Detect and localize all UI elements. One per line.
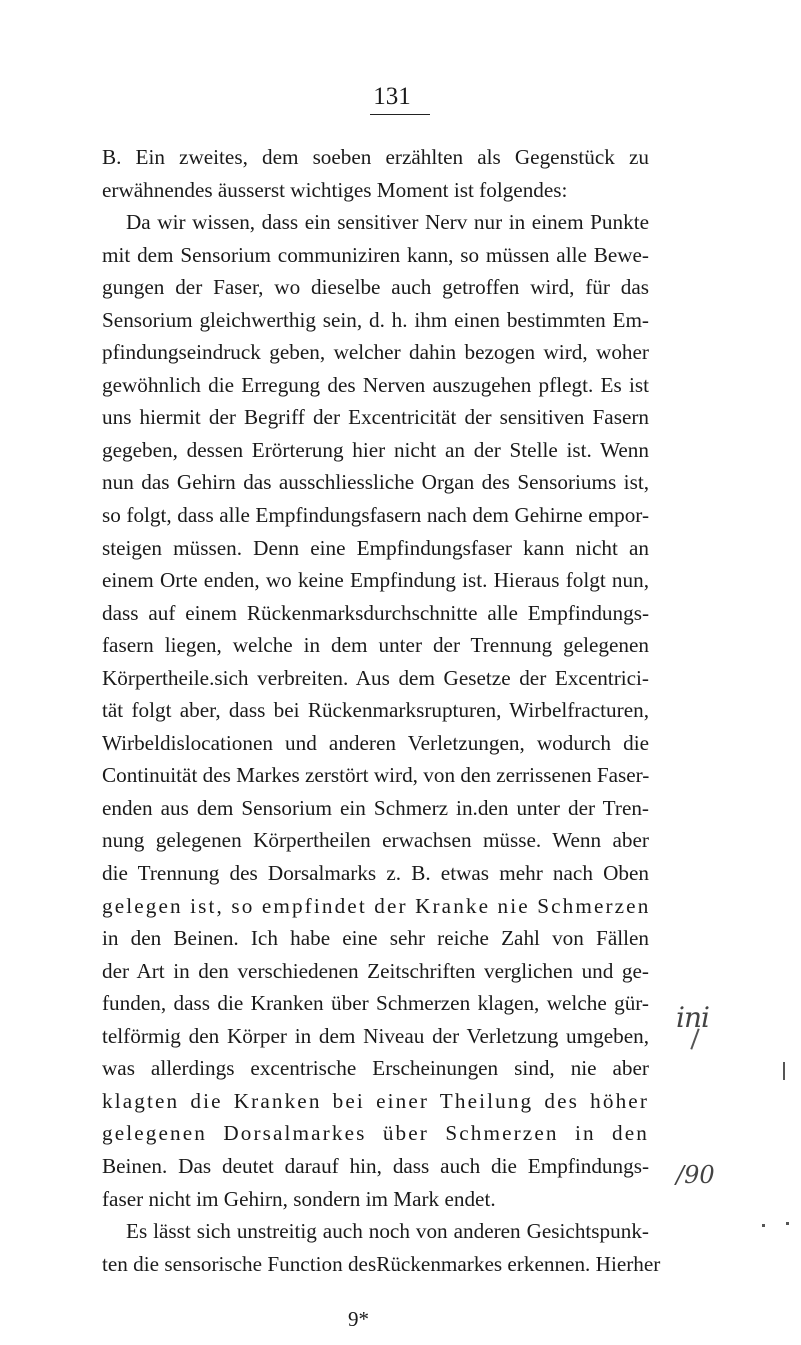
signature-mark: 9* [348, 1307, 369, 1331]
text-line: Wirbeldislocationen und anderen Verletzungen, wodurch die [102, 730, 649, 755]
text-line: nung gelegenen Körpertheilen erwachsen müsse. Wenn aber [102, 828, 649, 853]
text-line: fasern liegen, welche in dem unter der Trennung gelegenen [102, 633, 649, 658]
text-line: funden, dass die Kranken über Schmerzen klagen, welche gür- [102, 991, 649, 1016]
text-line: erwähnendes äusserst wichtiges Moment ist folgendes: [102, 177, 568, 202]
text-line: in den Beinen. Ich habe eine sehr reiche Zahl von Fällen [102, 926, 649, 951]
text-line: telförmig den Körper in dem Niveau der Verletzung umgeben, [102, 1023, 649, 1048]
text-line: die Trennung des Dorsalmarks z. B. etwas mehr nach Oben [102, 861, 649, 886]
margin-dot [786, 1222, 789, 1225]
margin-note: ini [676, 1001, 709, 1034]
text-line: dass auf einem Rückenmarksdurchschnitte alle Empfindungs- [102, 600, 649, 625]
margin-dot [762, 1224, 765, 1227]
body-text [102, 141, 661, 1280]
text-line: ten die sensorische Function desRückenmarkes erkennen. Hierher [102, 1251, 661, 1276]
text-line: Es lässt sich unstreitig auch noch von anderen Gesichtspunk- [126, 1219, 649, 1244]
text-line: gungen der Faser, wo dieselbe auch getroffen wird, für das [102, 275, 649, 300]
text-line: einem Orte enden, wo keine Empfindung ist. Hieraus folgt nun, [102, 568, 649, 593]
margin-note: /90 [676, 1161, 715, 1189]
text-line: Continuität des Markes zerstört wird, von den zerrissenen Faser- [102, 763, 650, 788]
text-line: so folgt, dass alle Empfindungsfasern nach dem Gehirne empor- [102, 503, 649, 528]
text-line: nun das Gehirn das ausschliessliche Organ des Sensoriums ist, [102, 470, 649, 495]
text-line: tät folgt aber, dass bei Rückenmarksrupturen, Wirbelfracturen, [102, 698, 649, 723]
text-line: enden aus dem Sensorium ein Schmerz in.den unter der Tren- [102, 795, 649, 820]
text-line: der Art in den verschiedenen Zeitschriften verglichen und ge- [102, 958, 649, 983]
text-line: Körpertheile.sich verbreiten. Aus dem Gesetze der Excentrici- [102, 665, 649, 690]
text-line: pfindungseindruck geben, welcher dahin bezogen wird, woher [102, 340, 649, 365]
text-line: Sensorium gleichwerthig sein, d. h. ihm einen bestimmten Em- [102, 307, 649, 332]
text-line: gegeben, dessen Erörterung hier nicht an der Stelle ist. Wenn [102, 437, 649, 462]
page-number: 131 [373, 83, 411, 110]
text-line: mit dem Sensorium communiziren kann, so müssen alle Bewe- [102, 242, 649, 267]
text-line: Da wir wissen, dass ein sensitiver Nerv nur in einem Punkte [126, 210, 649, 235]
text-line: gelegen ist, so empfindet der Kranke nie Schmerzen [102, 893, 651, 918]
text-line: gelegenen Dorsalmarkes über Schmerzen in den [102, 1121, 649, 1146]
margin-stroke [783, 1062, 785, 1080]
text-line: faser nicht im Gehirn, sondern im Mark endet. [102, 1186, 496, 1211]
text-line: uns hiermit der Begriff der Excentricität der sensitiven Fasern [102, 405, 649, 430]
page-number-rule [370, 114, 430, 115]
text-line: B. Ein zweites, dem soeben erzählten als Gegenstück zu [102, 145, 649, 169]
text-line: klagten die Kranken bei einer Theilung des höher [102, 1088, 649, 1113]
text-line: Beinen. Das deutet darauf hin, dass auch die Empfindungs- [102, 1153, 649, 1178]
text-line: steigen müssen. Denn eine Empfindungsfaser kann nicht an [102, 535, 649, 560]
text-line: gewöhnlich die Erregung des Nerven auszugehen pflegt. Es ist [102, 372, 649, 397]
text-line: was allerdings excentrische Erscheinungen sind, nie aber [102, 1056, 649, 1081]
